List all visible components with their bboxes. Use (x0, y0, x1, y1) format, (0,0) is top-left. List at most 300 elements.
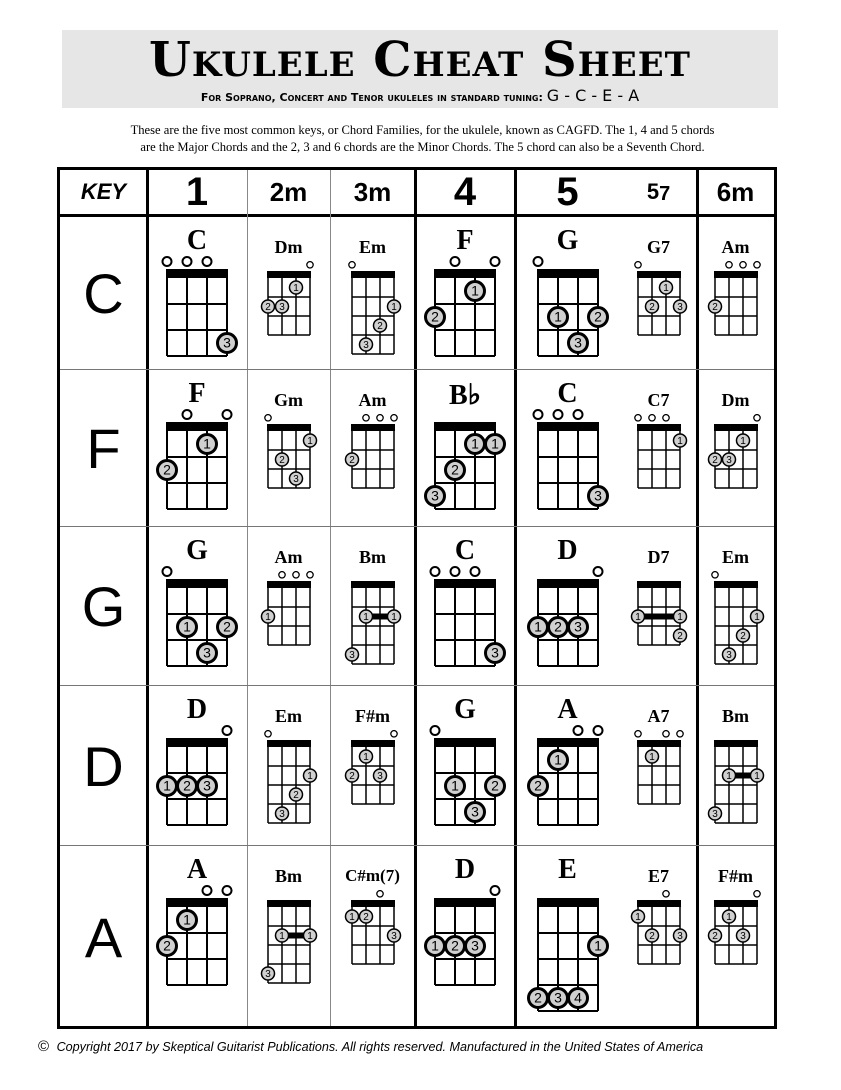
chord-name: F (188, 378, 206, 409)
chord-name: Em (275, 706, 302, 726)
open-string-icon (573, 410, 582, 419)
svg-text:1: 1 (306, 770, 313, 782)
fretboard-diagram (421, 408, 509, 523)
svg-text:3: 3 (348, 649, 355, 661)
chord-name: C7 (647, 390, 670, 410)
fretboard-diagram (421, 724, 509, 839)
open-string-icon (163, 257, 172, 266)
svg-text:2: 2 (451, 937, 459, 954)
finger-dot-icon (708, 807, 721, 820)
finger-dot-icon (673, 300, 686, 313)
svg-text:1: 1 (451, 777, 459, 794)
column-header-5: 5 (556, 169, 579, 214)
open-string-icon (203, 257, 212, 266)
finger-dot-icon (466, 937, 485, 956)
svg-text:1: 1 (278, 930, 285, 942)
column-header-key: KEY (80, 179, 127, 204)
fretboard-diagram (524, 565, 612, 680)
svg-text:3: 3 (390, 930, 397, 942)
finger-dot-icon (486, 777, 505, 796)
column-divider (414, 170, 417, 1026)
col-5-seventh-label: 5 (646, 179, 660, 204)
svg-text:2: 2 (348, 454, 355, 466)
open-string-icon (739, 262, 745, 268)
column-header-57 (620, 170, 697, 214)
open-string-icon (573, 726, 582, 735)
finger-dot-icon (261, 610, 274, 623)
column-divider (696, 170, 699, 1026)
open-string-icon (648, 415, 654, 421)
finger-dot-icon (631, 910, 644, 923)
chord-name: D (186, 694, 208, 725)
svg-text:1: 1 (362, 751, 369, 763)
open-string-icon (593, 567, 602, 576)
svg-text:1: 1 (553, 308, 562, 325)
fretboard-diagram (257, 890, 321, 994)
open-string-icon (753, 415, 759, 421)
chord-name: D (557, 535, 578, 566)
open-string-icon (292, 572, 298, 578)
finger-dot-icon (722, 453, 735, 466)
fretboard-diagram (627, 571, 691, 656)
svg-text:3: 3 (573, 618, 582, 635)
finger-dot-icon (345, 453, 358, 466)
svg-text:1: 1 (725, 911, 732, 923)
fretboard-diagram (704, 571, 768, 675)
chord-name: D (454, 854, 476, 885)
finger-dot-icon (528, 777, 547, 796)
finger-dot-icon (426, 308, 445, 327)
finger-dot-icon (708, 929, 721, 942)
copyright-icon: © (38, 1038, 50, 1055)
page-title: Ukulele Cheat Sheet (149, 32, 691, 88)
fretboard-diagram (627, 414, 691, 499)
open-string-icon (491, 886, 500, 895)
chord-name: C (557, 378, 578, 409)
chord-name: Gm (274, 390, 303, 410)
finger-dot-icon (178, 777, 197, 796)
chord-name: E7 (647, 866, 669, 886)
fretboard-diagram (341, 571, 405, 675)
key-label-f: F (86, 417, 121, 480)
finger-dot-icon (568, 334, 587, 353)
column-header-3m: 3m (353, 176, 392, 207)
finger-dot-icon (218, 618, 237, 637)
chord-name: C (454, 535, 476, 566)
finger-dot-icon (218, 334, 237, 353)
open-string-icon (306, 572, 312, 578)
open-string-icon (183, 410, 192, 419)
finger-dot-icon (673, 434, 686, 447)
finger-dot-icon (736, 629, 749, 642)
svg-text:1: 1 (753, 770, 760, 782)
finger-dot-icon (588, 487, 607, 506)
finger-dot-icon (673, 629, 686, 642)
chord-table (57, 167, 777, 1029)
finger-dot-icon (673, 610, 686, 623)
finger-dot-icon (722, 648, 735, 661)
chord-name: G (454, 694, 476, 725)
open-string-icon (711, 572, 717, 578)
finger-dot-icon (303, 769, 316, 782)
key-label-g: G (81, 575, 126, 638)
svg-text:1: 1 (203, 435, 211, 452)
svg-text:1: 1 (431, 937, 439, 954)
svg-text:3: 3 (711, 808, 718, 820)
finger-dot-icon (486, 435, 505, 454)
fretboard-diagram (421, 255, 509, 370)
svg-text:1: 1 (306, 435, 313, 447)
open-string-icon (223, 410, 232, 419)
svg-text:1: 1 (533, 618, 542, 635)
open-string-icon (362, 415, 368, 421)
open-string-icon (431, 567, 440, 576)
finger-dot-icon (645, 750, 658, 763)
open-string-icon (533, 410, 542, 419)
svg-text:2: 2 (362, 911, 369, 923)
column-divider (514, 170, 517, 1026)
open-string-icon (662, 731, 668, 737)
finger-dot-icon (528, 618, 547, 637)
fretboard-diagram (704, 261, 768, 346)
chord-name: A (186, 854, 208, 885)
intro-paragraph (50, 122, 795, 156)
svg-text:1: 1 (739, 435, 746, 447)
chord-name: F#m (355, 706, 390, 726)
finger-dot-icon (466, 803, 485, 822)
column-header-2m: 2m (269, 176, 308, 207)
finger-dot-icon (178, 911, 197, 930)
svg-text:2: 2 (376, 320, 383, 332)
fretboard-diagram (153, 884, 241, 999)
finger-dot-icon (486, 644, 505, 663)
finger-dot-icon (359, 910, 372, 923)
finger-dot-icon (359, 750, 372, 763)
finger-dot-icon (588, 308, 607, 327)
svg-text:2: 2 (278, 454, 285, 466)
svg-text:1: 1 (306, 930, 313, 942)
finger-dot-icon (387, 610, 400, 623)
finger-dot-icon (466, 282, 485, 301)
fretboard-diagram (627, 730, 691, 815)
open-string-icon (676, 731, 682, 737)
fretboard-diagram (704, 414, 768, 499)
finger-dot-icon (750, 610, 763, 623)
svg-text:3: 3 (725, 649, 732, 661)
fretboard-diagram (257, 261, 321, 346)
fretboard-diagram (153, 724, 241, 839)
svg-text:1: 1 (648, 751, 655, 763)
svg-text:2: 2 (292, 789, 299, 801)
svg-text:1: 1 (634, 611, 641, 623)
svg-text:3: 3 (471, 937, 479, 954)
chord-name: G (556, 225, 579, 256)
finger-dot-icon (275, 453, 288, 466)
svg-text:3: 3 (573, 334, 582, 351)
finger-dot-icon (198, 777, 217, 796)
chord-name: Bm (722, 706, 749, 726)
open-string-icon (634, 262, 640, 268)
finger-dot-icon (387, 929, 400, 942)
svg-text:3: 3 (376, 770, 383, 782)
open-string-icon (471, 567, 480, 576)
open-string-icon (223, 726, 232, 735)
svg-text:2: 2 (648, 301, 655, 313)
fretboard-diagram (524, 408, 612, 523)
svg-text:1: 1 (348, 911, 355, 923)
fretboard-diagram (257, 414, 321, 499)
column-header-6m: 6m (716, 176, 755, 207)
finger-dot-icon (158, 461, 177, 480)
finger-dot-icon (261, 967, 274, 980)
finger-dot-icon (548, 751, 567, 770)
finger-dot-icon (178, 618, 197, 637)
finger-dot-icon (345, 769, 358, 782)
open-string-icon (431, 726, 440, 735)
tuning-text: G - C - E - A (546, 86, 640, 105)
row-divider (60, 685, 774, 686)
key-label-d: D (83, 734, 124, 798)
finger-dot-icon (359, 610, 372, 623)
svg-text:3: 3 (676, 301, 683, 313)
svg-text:3: 3 (725, 454, 732, 466)
open-string-icon (634, 731, 640, 737)
svg-text:1: 1 (264, 611, 271, 623)
finger-dot-icon (708, 300, 721, 313)
column-divider (247, 170, 248, 1026)
svg-text:2: 2 (348, 770, 355, 782)
finger-dot-icon (722, 910, 735, 923)
fretboard-diagram (524, 255, 612, 370)
open-string-icon (553, 410, 562, 419)
finger-dot-icon (446, 937, 465, 956)
finger-dot-icon (289, 281, 302, 294)
chord-name: C#m(7) (345, 866, 400, 885)
finger-dot-icon (426, 937, 445, 956)
open-string-icon (223, 886, 232, 895)
open-string-icon (390, 415, 396, 421)
svg-text:1: 1 (471, 435, 479, 452)
finger-dot-icon (303, 929, 316, 942)
svg-text:2: 2 (711, 454, 718, 466)
svg-text:2: 2 (533, 777, 542, 794)
open-string-icon (662, 415, 668, 421)
svg-text:1: 1 (390, 611, 397, 623)
finger-dot-icon (446, 461, 465, 480)
svg-text:3: 3 (431, 487, 439, 504)
open-string-icon (753, 262, 759, 268)
finger-dot-icon (548, 308, 567, 327)
intro-line-1: These are the five most common keys, or Chord Families, for the ukulele, known as CAGFD. The 1, 4 and 5 chords (130, 123, 715, 137)
finger-dot-icon (736, 929, 749, 942)
svg-text:1: 1 (183, 618, 191, 635)
title-banner (62, 30, 778, 108)
fretboard-diagram (153, 408, 241, 523)
svg-text:2: 2 (183, 777, 191, 794)
chord-name: G (186, 535, 208, 566)
svg-text:3: 3 (203, 644, 211, 661)
column-header-1: 1 (185, 169, 209, 214)
svg-text:1: 1 (163, 777, 171, 794)
finger-dot-icon (548, 618, 567, 637)
svg-text:2: 2 (491, 777, 499, 794)
fretboard-diagram (153, 565, 241, 680)
chord-name: F (456, 225, 474, 256)
fretboard-diagram (524, 884, 612, 1025)
chord-name: G7 (646, 237, 670, 257)
finger-dot-icon (158, 777, 177, 796)
finger-dot-icon (645, 300, 658, 313)
finger-dot-icon (568, 618, 587, 637)
fretboard-diagram (421, 884, 509, 999)
chord-name: D7 (647, 547, 670, 567)
finger-dot-icon (673, 929, 686, 942)
column-divider (330, 170, 331, 1026)
key-label-c: C (83, 262, 124, 325)
intro-line-2: are the Major Chords and the 2, 3 and 6 chords are the Minor Chords. The 5 chord can also be a Seventh Chord. (140, 140, 705, 154)
finger-dot-icon (736, 434, 749, 447)
finger-dot-icon (275, 300, 288, 313)
svg-text:3: 3 (203, 777, 211, 794)
fretboard-diagram (257, 730, 321, 834)
finger-dot-icon (289, 472, 302, 485)
open-string-icon (163, 567, 172, 576)
svg-text:2: 2 (533, 989, 542, 1006)
svg-text:1: 1 (390, 301, 397, 313)
chord-name: Bm (359, 547, 386, 567)
open-string-icon (451, 567, 460, 576)
open-string-icon (533, 257, 542, 266)
open-string-icon (491, 257, 500, 266)
finger-dot-icon (568, 989, 587, 1008)
svg-text:3: 3 (264, 968, 271, 980)
finger-dot-icon (528, 989, 547, 1008)
chord-name: Am (274, 547, 303, 567)
finger-dot-icon (750, 769, 763, 782)
finger-dot-icon (345, 648, 358, 661)
svg-text:2: 2 (431, 308, 439, 325)
row-divider (60, 845, 774, 846)
open-string-icon (278, 572, 284, 578)
open-string-icon (264, 415, 270, 421)
open-string-icon (725, 262, 731, 268)
finger-dot-icon (645, 929, 658, 942)
svg-text:3: 3 (223, 334, 231, 351)
fretboard-diagram (153, 255, 241, 370)
svg-text:3: 3 (362, 339, 369, 351)
finger-dot-icon (373, 319, 386, 332)
svg-text:1: 1 (753, 611, 760, 623)
svg-text:3: 3 (278, 808, 285, 820)
open-string-icon (662, 891, 668, 897)
finger-dot-icon (373, 769, 386, 782)
svg-text:3: 3 (553, 989, 562, 1006)
finger-dot-icon (588, 937, 607, 956)
chord-name: A7 (647, 706, 670, 726)
svg-text:1: 1 (676, 435, 683, 447)
fretboard-diagram (257, 571, 321, 656)
svg-text:3: 3 (491, 644, 499, 661)
svg-text:3: 3 (292, 473, 299, 485)
chord-name: B♭ (449, 380, 481, 411)
fretboard-diagram (704, 730, 768, 834)
svg-text:2: 2 (163, 937, 171, 954)
svg-text:2: 2 (648, 930, 655, 942)
col-seventh-sub: 7 (659, 182, 671, 205)
fretboard-diagram (704, 890, 768, 975)
svg-text:1: 1 (553, 751, 562, 768)
chord-name: Am (721, 237, 750, 257)
svg-text:1: 1 (634, 911, 641, 923)
column-header-row (60, 170, 774, 217)
chord-name: Dm (721, 390, 750, 410)
finger-dot-icon (426, 487, 445, 506)
open-string-icon (203, 886, 212, 895)
fretboard-diagram (341, 414, 405, 499)
svg-text:2: 2 (593, 308, 602, 325)
finger-dot-icon (275, 929, 288, 942)
svg-text:4: 4 (573, 989, 582, 1006)
finger-dot-icon (158, 937, 177, 956)
chord-name: Bm (275, 866, 302, 886)
finger-dot-icon (359, 338, 372, 351)
svg-text:1: 1 (676, 611, 683, 623)
finger-dot-icon (261, 300, 274, 313)
chord-name: A (557, 694, 578, 725)
svg-text:2: 2 (711, 301, 718, 313)
row-divider (60, 526, 774, 527)
finger-dot-icon (198, 435, 217, 454)
finger-dot-icon (659, 281, 672, 294)
svg-text:1: 1 (725, 770, 732, 782)
finger-dot-icon (446, 777, 465, 796)
finger-dot-icon (548, 989, 567, 1008)
svg-text:3: 3 (739, 930, 746, 942)
open-string-icon (376, 415, 382, 421)
fretboard-diagram (341, 730, 405, 815)
open-string-icon (348, 262, 354, 268)
fretboard-diagram (627, 261, 691, 346)
svg-text:2: 2 (676, 630, 683, 642)
open-string-icon (376, 891, 382, 897)
svg-text:3: 3 (471, 803, 479, 820)
key-label-a: A (84, 906, 123, 969)
svg-text:2: 2 (553, 618, 562, 635)
svg-text:3: 3 (278, 301, 285, 313)
page-subtitle (62, 86, 778, 105)
finger-dot-icon (466, 435, 485, 454)
chord-name: F#m (718, 866, 753, 886)
chord-name: Em (359, 237, 386, 257)
svg-text:3: 3 (593, 487, 602, 504)
svg-text:1: 1 (593, 937, 602, 954)
svg-text:2: 2 (163, 461, 171, 478)
svg-text:2: 2 (264, 301, 271, 313)
fretboard-diagram (627, 890, 691, 975)
open-string-icon (390, 731, 396, 737)
finger-dot-icon (303, 434, 316, 447)
subtitle-text: For Soprano, Concert and Tenor ukuleles in standard tuning: (200, 91, 543, 104)
finger-dot-icon (722, 769, 735, 782)
open-string-icon (306, 262, 312, 268)
open-string-icon (753, 891, 759, 897)
svg-text:2: 2 (451, 461, 459, 478)
fretboard-diagram (421, 565, 509, 680)
open-string-icon (593, 726, 602, 735)
svg-text:1: 1 (183, 911, 191, 928)
finger-dot-icon (198, 644, 217, 663)
svg-text:1: 1 (471, 282, 479, 299)
